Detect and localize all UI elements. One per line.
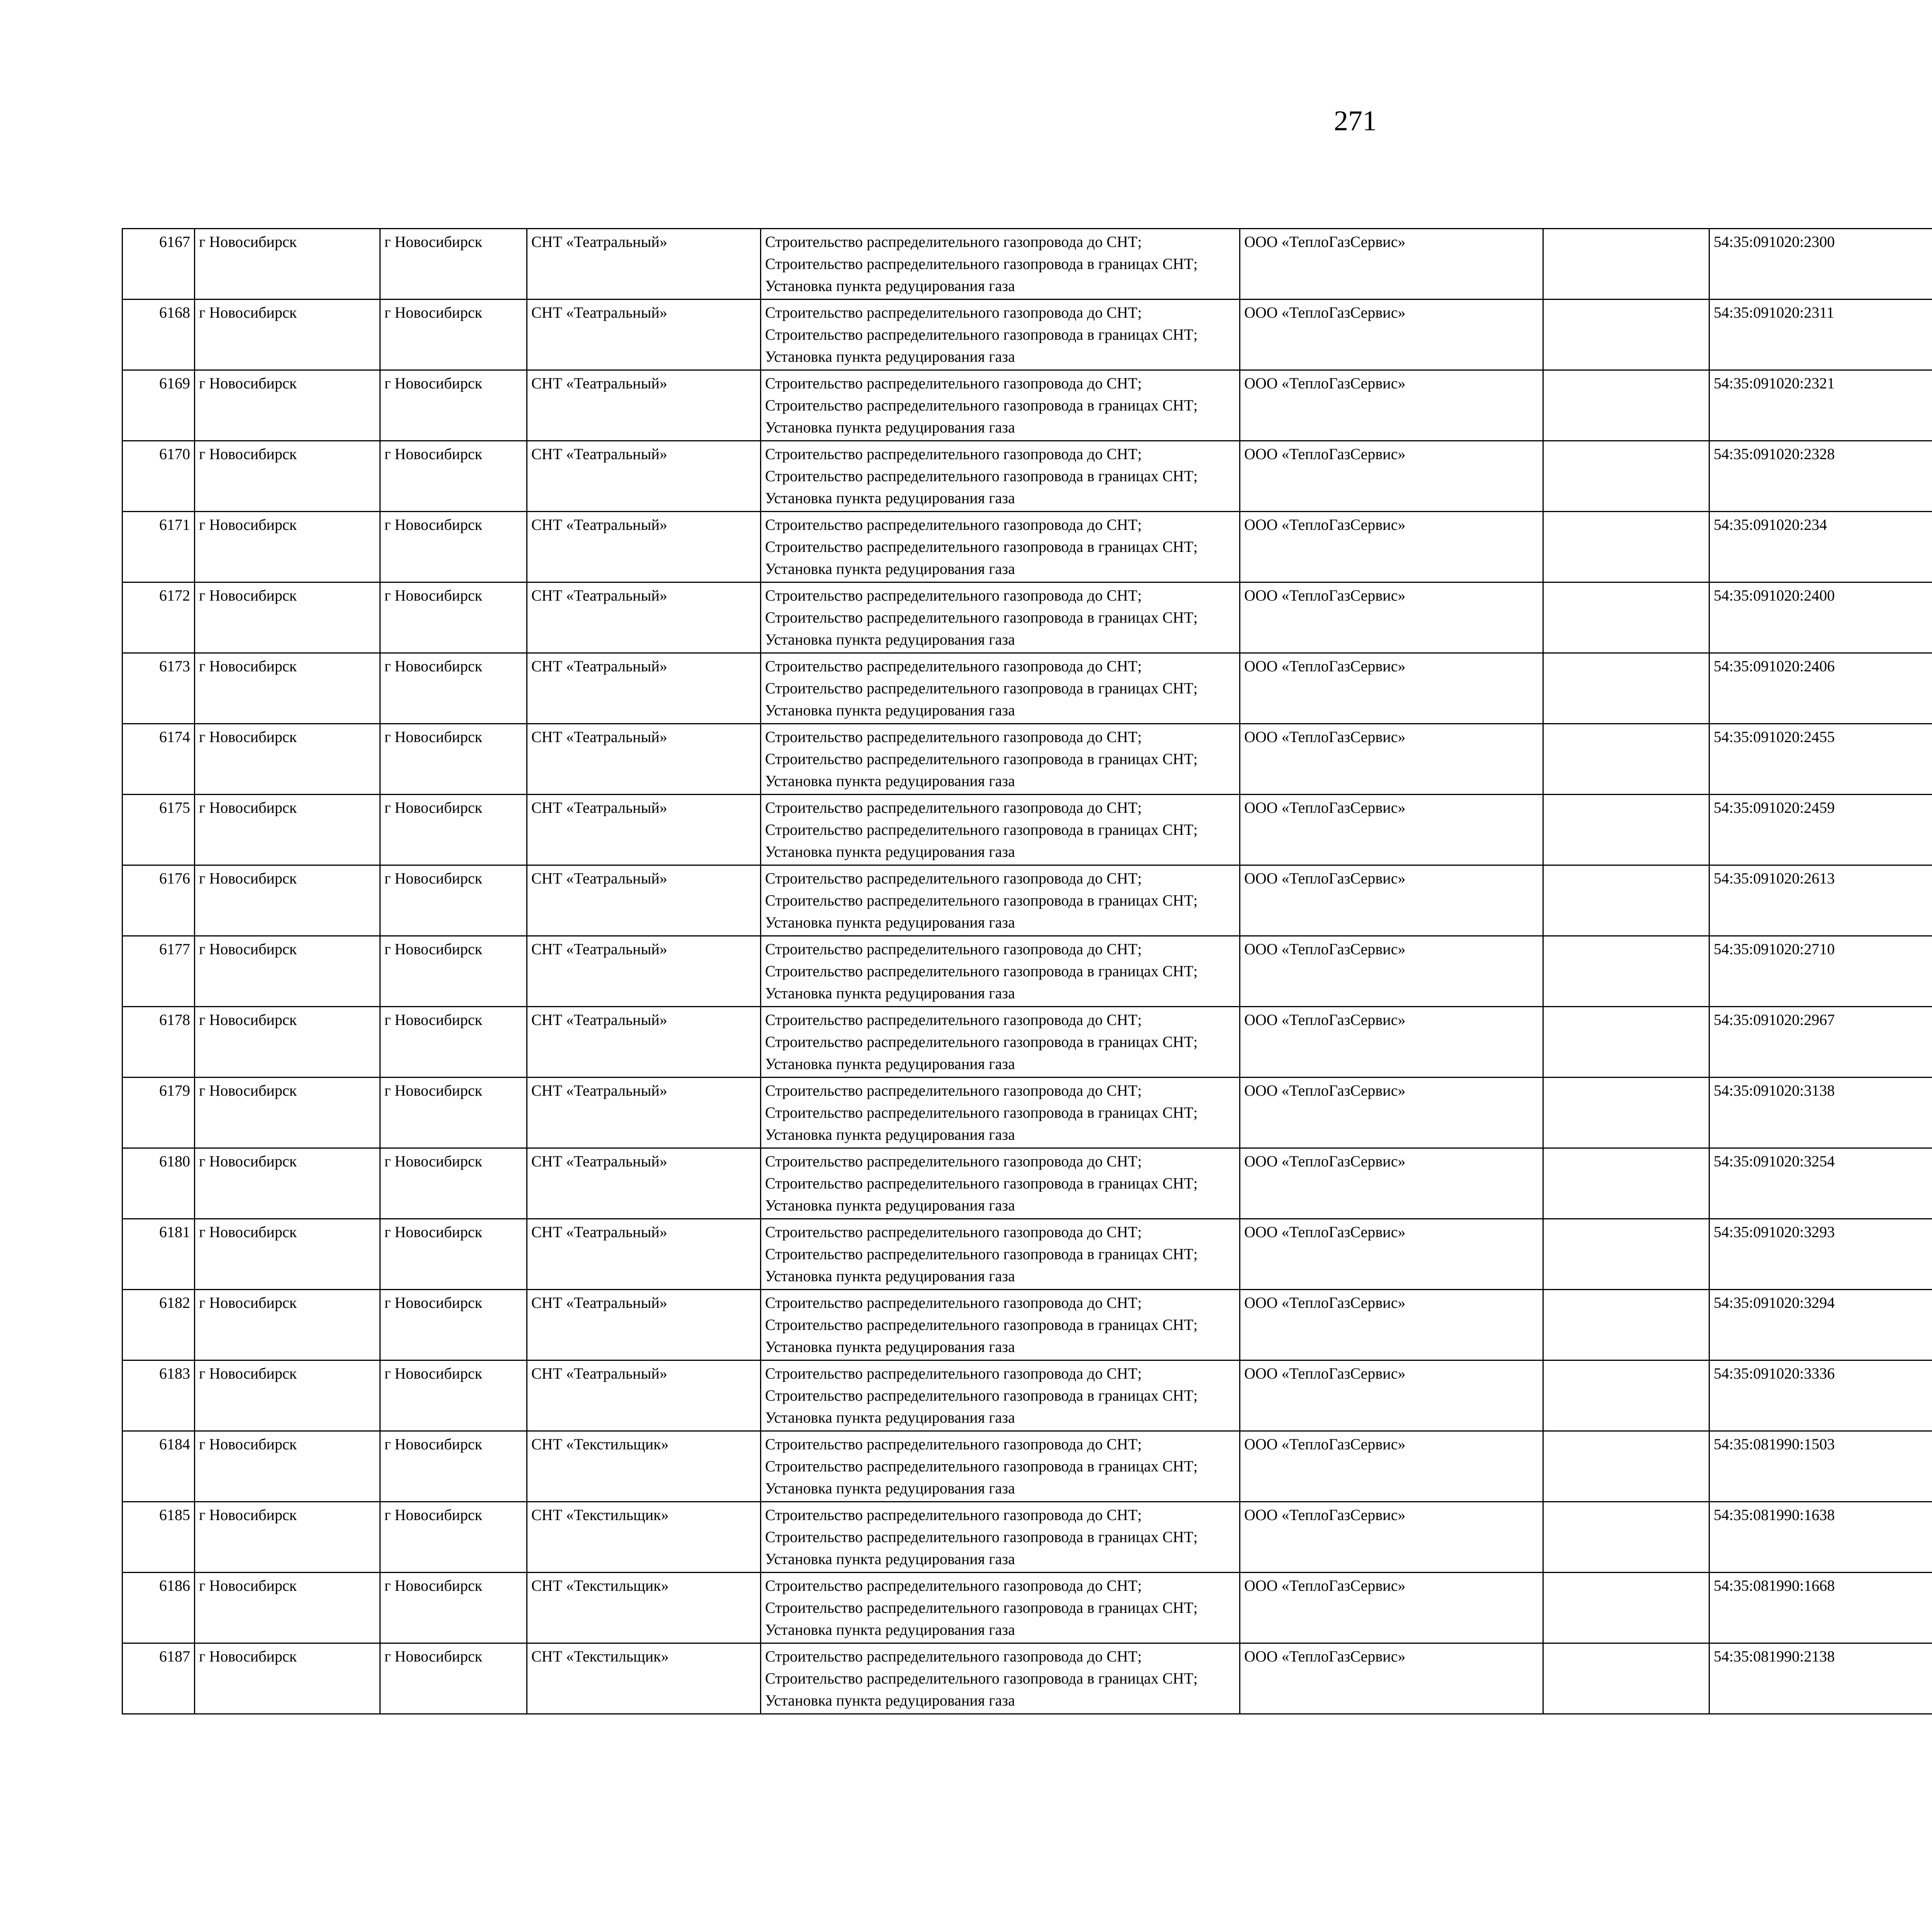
snt-name-cell: СНТ «Театральный» — [527, 1290, 761, 1360]
snt-name-cell: СНТ «Театральный» — [527, 1360, 761, 1431]
table-row — [122, 1360, 1932, 1431]
table-row — [122, 936, 1932, 1007]
cadastral-number-cell: 54:35:091020:3138 — [1709, 1078, 1932, 1148]
row-number-cell: 6181 — [122, 1219, 195, 1290]
operator-cell: ООО «ТеплоГазСервис» — [1240, 1573, 1543, 1643]
snt-name-cell: СНТ «Театральный» — [527, 441, 761, 512]
snt-name-cell: СНТ «Текстильщик» — [527, 1431, 761, 1502]
settlement-cell: г Новосибирск — [380, 512, 527, 582]
cadastral-number-cell: 54:35:091020:234 — [1709, 512, 1932, 582]
table-row — [122, 1643, 1932, 1714]
cadastral-number-cell: 54:35:081990:2138 — [1709, 1643, 1932, 1714]
operator-cell: ООО «ТеплоГазСервис» — [1240, 300, 1543, 370]
municipality-cell: г Новосибирск — [195, 1573, 380, 1643]
operator-cell: ООО «ТеплоГазСервис» — [1240, 1360, 1543, 1431]
works-description-cell: Строительство распределительного газопровода до СНТ; Строительство распределительного газопровода в границах СНТ; Установка пункта редуцирования газа — [761, 300, 1240, 370]
works-description-cell: Строительство распределительного газопровода до СНТ; Строительство распределительного газопровода в границах СНТ; Установка пункта редуцирования газа — [761, 229, 1240, 300]
table-row — [122, 865, 1932, 936]
operator-cell: ООО «ТеплоГазСервис» — [1240, 865, 1543, 936]
row-number-cell: 6184 — [122, 1431, 195, 1502]
snt-name-cell: СНТ «Театральный» — [527, 1219, 761, 1290]
municipality-cell: г Новосибирск — [195, 1502, 380, 1573]
empty-cell — [1543, 795, 1709, 865]
table-row — [122, 1573, 1932, 1643]
row-number-cell: 6176 — [122, 865, 195, 936]
row-number-cell: 6187 — [122, 1643, 195, 1714]
snt-name-cell: СНТ «Текстильщик» — [527, 1502, 761, 1573]
cadastral-number-cell: 54:35:091020:2710 — [1709, 936, 1932, 1007]
table-row — [122, 1219, 1932, 1290]
settlement-cell: г Новосибирск — [380, 1219, 527, 1290]
settlement-cell: г Новосибирск — [380, 1360, 527, 1431]
empty-cell — [1543, 936, 1709, 1007]
municipality-cell: г Новосибирск — [195, 582, 380, 653]
settlement-cell: г Новосибирск — [380, 795, 527, 865]
empty-cell — [1543, 441, 1709, 512]
table-row — [122, 1502, 1932, 1573]
snt-name-cell: СНТ «Театральный» — [527, 229, 761, 300]
table-row — [122, 229, 1932, 300]
row-number-cell: 6173 — [122, 653, 195, 724]
operator-cell: ООО «ТеплоГазСервис» — [1240, 370, 1543, 441]
settlement-cell: г Новосибирск — [380, 1502, 527, 1573]
empty-cell — [1543, 1502, 1709, 1573]
table-row — [122, 1148, 1932, 1219]
empty-cell — [1543, 1290, 1709, 1360]
snt-name-cell: СНТ «Театральный» — [527, 1078, 761, 1148]
row-number-cell: 6169 — [122, 370, 195, 441]
operator-cell: ООО «ТеплоГазСервис» — [1240, 441, 1543, 512]
cadastral-number-cell: 54:35:091020:2406 — [1709, 653, 1932, 724]
table-row — [122, 1078, 1932, 1148]
cadastral-number-cell: 54:35:091020:3336 — [1709, 1360, 1932, 1431]
settlement-cell: г Новосибирск — [380, 1078, 527, 1148]
row-number-cell: 6182 — [122, 1290, 195, 1360]
operator-cell: ООО «ТеплоГазСервис» — [1240, 653, 1543, 724]
works-description-cell: Строительство распределительного газопровода до СНТ; Строительство распределительного газопровода в границах СНТ; Установка пункта редуцирования газа — [761, 1078, 1240, 1148]
snt-name-cell: СНТ «Театральный» — [527, 1007, 761, 1078]
municipality-cell: г Новосибирск — [195, 1078, 380, 1148]
cadastral-number-cell: 54:35:091020:2400 — [1709, 582, 1932, 653]
works-description-cell: Строительство распределительного газопровода до СНТ; Строительство распределительного газопровода в границах СНТ; Установка пункта редуцирования газа — [761, 865, 1240, 936]
table-row — [122, 724, 1932, 795]
municipality-cell: г Новосибирск — [195, 370, 380, 441]
table-row — [122, 370, 1932, 441]
row-number-cell: 6180 — [122, 1148, 195, 1219]
empty-cell — [1543, 1573, 1709, 1643]
settlement-cell: г Новосибирск — [380, 1290, 527, 1360]
works-description-cell: Строительство распределительного газопровода до СНТ; Строительство распределительного газопровода в границах СНТ; Установка пункта редуцирования газа — [761, 512, 1240, 582]
settlement-cell: г Новосибирск — [380, 1148, 527, 1219]
empty-cell — [1543, 724, 1709, 795]
empty-cell — [1543, 1078, 1709, 1148]
operator-cell: ООО «ТеплоГазСервис» — [1240, 582, 1543, 653]
empty-cell — [1543, 370, 1709, 441]
row-number-cell: 6172 — [122, 582, 195, 653]
operator-cell: ООО «ТеплоГазСервис» — [1240, 229, 1543, 300]
table-row — [122, 441, 1932, 512]
empty-cell — [1543, 1219, 1709, 1290]
works-description-cell: Строительство распределительного газопровода до СНТ; Строительство распределительного газопровода в границах СНТ; Установка пункта редуцирования газа — [761, 1431, 1240, 1502]
row-number-cell: 6174 — [122, 724, 195, 795]
table-row — [122, 300, 1932, 370]
municipality-cell: г Новосибирск — [195, 1643, 380, 1714]
empty-cell — [1543, 300, 1709, 370]
settlement-cell: г Новосибирск — [380, 653, 527, 724]
municipality-cell: г Новосибирск — [195, 1290, 380, 1360]
empty-cell — [1543, 1360, 1709, 1431]
works-description-cell: Строительство распределительного газопровода до СНТ; Строительство распределительного газопровода в границах СНТ; Установка пункта редуцирования газа — [761, 1007, 1240, 1078]
row-number-cell: 6171 — [122, 512, 195, 582]
settlement-cell: г Новосибирск — [380, 1643, 527, 1714]
settlement-cell: г Новосибирск — [380, 865, 527, 936]
table-row — [122, 1007, 1932, 1078]
operator-cell: ООО «ТеплоГазСервис» — [1240, 795, 1543, 865]
snt-name-cell: СНТ «Театральный» — [527, 865, 761, 936]
settlement-cell: г Новосибирск — [380, 1431, 527, 1502]
works-description-cell: Строительство распределительного газопровода до СНТ; Строительство распределительного газопровода в границах СНТ; Установка пункта редуцирования газа — [761, 1219, 1240, 1290]
table-row — [122, 582, 1932, 653]
row-number-cell: 6183 — [122, 1360, 195, 1431]
cadastral-number-cell: 54:35:091020:2613 — [1709, 865, 1932, 936]
settlement-cell: г Новосибирск — [380, 582, 527, 653]
municipality-cell: г Новосибирск — [195, 1431, 380, 1502]
operator-cell: ООО «ТеплоГазСервис» — [1240, 724, 1543, 795]
registry-table — [122, 228, 1932, 1714]
table-row — [122, 795, 1932, 865]
empty-cell — [1543, 1643, 1709, 1714]
works-description-cell: Строительство распределительного газопровода до СНТ; Строительство распределительного газопровода в границах СНТ; Установка пункта редуцирования газа — [761, 1643, 1240, 1714]
table-row — [122, 653, 1932, 724]
works-description-cell: Строительство распределительного газопровода до СНТ; Строительство распределительного газопровода в границах СНТ; Установка пункта редуцирования газа — [761, 936, 1240, 1007]
works-description-cell: Строительство распределительного газопровода до СНТ; Строительство распределительного газопровода в границах СНТ; Установка пункта редуцирования газа — [761, 795, 1240, 865]
row-number-cell: 6185 — [122, 1502, 195, 1573]
cadastral-number-cell: 54:35:091020:2321 — [1709, 370, 1932, 441]
cadastral-number-cell: 54:35:081990:1503 — [1709, 1431, 1932, 1502]
snt-name-cell: СНТ «Театральный» — [527, 1148, 761, 1219]
municipality-cell: г Новосибирск — [195, 300, 380, 370]
row-number-cell: 6179 — [122, 1078, 195, 1148]
empty-cell — [1543, 653, 1709, 724]
municipality-cell: г Новосибирск — [195, 512, 380, 582]
operator-cell: ООО «ТеплоГазСервис» — [1240, 1219, 1543, 1290]
settlement-cell: г Новосибирск — [380, 229, 527, 300]
cadastral-number-cell: 54:35:091020:2459 — [1709, 795, 1932, 865]
table-row — [122, 512, 1932, 582]
snt-name-cell: СНТ «Театральный» — [527, 370, 761, 441]
works-description-cell: Строительство распределительного газопровода до СНТ; Строительство распределительного газопровода в границах СНТ; Установка пункта редуцирования газа — [761, 1573, 1240, 1643]
snt-name-cell: СНТ «Театральный» — [527, 653, 761, 724]
empty-cell — [1543, 865, 1709, 936]
operator-cell: ООО «ТеплоГазСервис» — [1240, 1431, 1543, 1502]
works-description-cell: Строительство распределительного газопровода до СНТ; Строительство распределительного газопровода в границах СНТ; Установка пункта редуцирования газа — [761, 1148, 1240, 1219]
settlement-cell: г Новосибирск — [380, 936, 527, 1007]
cadastral-number-cell: 54:35:091020:2328 — [1709, 441, 1932, 512]
row-number-cell: 6186 — [122, 1573, 195, 1643]
works-description-cell: Строительство распределительного газопровода до СНТ; Строительство распределительного газопровода в границах СНТ; Установка пункта редуцирования газа — [761, 370, 1240, 441]
cadastral-number-cell: 54:35:081990:1668 — [1709, 1573, 1932, 1643]
operator-cell: ООО «ТеплоГазСервис» — [1240, 936, 1543, 1007]
snt-name-cell: СНТ «Театральный» — [527, 936, 761, 1007]
cadastral-number-cell: 54:35:091020:2967 — [1709, 1007, 1932, 1078]
works-description-cell: Строительство распределительного газопровода до СНТ; Строительство распределительного газопровода в границах СНТ; Установка пункта редуцирования газа — [761, 1360, 1240, 1431]
works-description-cell: Строительство распределительного газопровода до СНТ; Строительство распределительного газопровода в границах СНТ; Установка пункта редуцирования газа — [761, 1290, 1240, 1360]
settlement-cell: г Новосибирск — [380, 1573, 527, 1643]
snt-name-cell: СНТ «Театральный» — [527, 512, 761, 582]
snt-name-cell: СНТ «Театральный» — [527, 724, 761, 795]
operator-cell: ООО «ТеплоГазСервис» — [1240, 1007, 1543, 1078]
operator-cell: ООО «ТеплоГазСервис» — [1240, 1148, 1543, 1219]
municipality-cell: г Новосибирск — [195, 1148, 380, 1219]
empty-cell — [1543, 582, 1709, 653]
table-row — [122, 1290, 1932, 1360]
works-description-cell: Строительство распределительного газопровода до СНТ; Строительство распределительного газопровода в границах СНТ; Установка пункта редуцирования газа — [761, 724, 1240, 795]
settlement-cell: г Новосибирск — [380, 300, 527, 370]
table-row — [122, 1431, 1932, 1502]
municipality-cell: г Новосибирск — [195, 795, 380, 865]
row-number-cell: 6167 — [122, 229, 195, 300]
cadastral-number-cell: 54:35:091020:2300 — [1709, 229, 1932, 300]
row-number-cell: 6168 — [122, 300, 195, 370]
snt-name-cell: СНТ «Текстильщик» — [527, 1643, 761, 1714]
operator-cell: ООО «ТеплоГазСервис» — [1240, 1643, 1543, 1714]
row-number-cell: 6178 — [122, 1007, 195, 1078]
empty-cell — [1543, 1431, 1709, 1502]
cadastral-number-cell: 54:35:091020:2311 — [1709, 300, 1932, 370]
settlement-cell: г Новосибирск — [380, 370, 527, 441]
operator-cell: ООО «ТеплоГазСервис» — [1240, 1502, 1543, 1573]
empty-cell — [1543, 229, 1709, 300]
operator-cell: ООО «ТеплоГазСервис» — [1240, 1078, 1543, 1148]
municipality-cell: г Новосибирск — [195, 229, 380, 300]
snt-name-cell: СНТ «Текстильщик» — [527, 1573, 761, 1643]
works-description-cell: Строительство распределительного газопровода до СНТ; Строительство распределительного газопровода в границах СНТ; Установка пункта редуцирования газа — [761, 1502, 1240, 1573]
snt-name-cell: СНТ «Театральный» — [527, 582, 761, 653]
registry-body — [122, 229, 1932, 1714]
municipality-cell: г Новосибирск — [195, 936, 380, 1007]
cadastral-number-cell: 54:35:091020:2455 — [1709, 724, 1932, 795]
empty-cell — [1543, 512, 1709, 582]
municipality-cell: г Новосибирск — [195, 1219, 380, 1290]
municipality-cell: г Новосибирск — [195, 1360, 380, 1431]
cadastral-number-cell: 54:35:081990:1638 — [1709, 1502, 1932, 1573]
operator-cell: ООО «ТеплоГазСервис» — [1240, 1290, 1543, 1360]
settlement-cell: г Новосибирск — [380, 441, 527, 512]
row-number-cell: 6177 — [122, 936, 195, 1007]
municipality-cell: г Новосибирск — [195, 441, 380, 512]
settlement-cell: г Новосибирск — [380, 1007, 527, 1078]
works-description-cell: Строительство распределительного газопровода до СНТ; Строительство распределительного газопровода в границах СНТ; Установка пункта редуцирования газа — [761, 582, 1240, 653]
cadastral-number-cell: 54:35:091020:3254 — [1709, 1148, 1932, 1219]
empty-cell — [1543, 1148, 1709, 1219]
municipality-cell: г Новосибирск — [195, 865, 380, 936]
snt-name-cell: СНТ «Театральный» — [527, 300, 761, 370]
cadastral-number-cell: 54:35:091020:3293 — [1709, 1219, 1932, 1290]
empty-cell — [1543, 1007, 1709, 1078]
municipality-cell: г Новосибирск — [195, 653, 380, 724]
page-number: 271 — [1334, 105, 1377, 137]
settlement-cell: г Новосибирск — [380, 724, 527, 795]
municipality-cell: г Новосибирск — [195, 1007, 380, 1078]
row-number-cell: 6170 — [122, 441, 195, 512]
operator-cell: ООО «ТеплоГазСервис» — [1240, 512, 1543, 582]
cadastral-number-cell: 54:35:091020:3294 — [1709, 1290, 1932, 1360]
snt-name-cell: СНТ «Театральный» — [527, 795, 761, 865]
works-description-cell: Строительство распределительного газопровода до СНТ; Строительство распределительного газопровода в границах СНТ; Установка пункта редуцирования газа — [761, 653, 1240, 724]
works-description-cell: Строительство распределительного газопровода до СНТ; Строительство распределительного газопровода в границах СНТ; Установка пункта редуцирования газа — [761, 441, 1240, 512]
municipality-cell: г Новосибирск — [195, 724, 380, 795]
row-number-cell: 6175 — [122, 795, 195, 865]
